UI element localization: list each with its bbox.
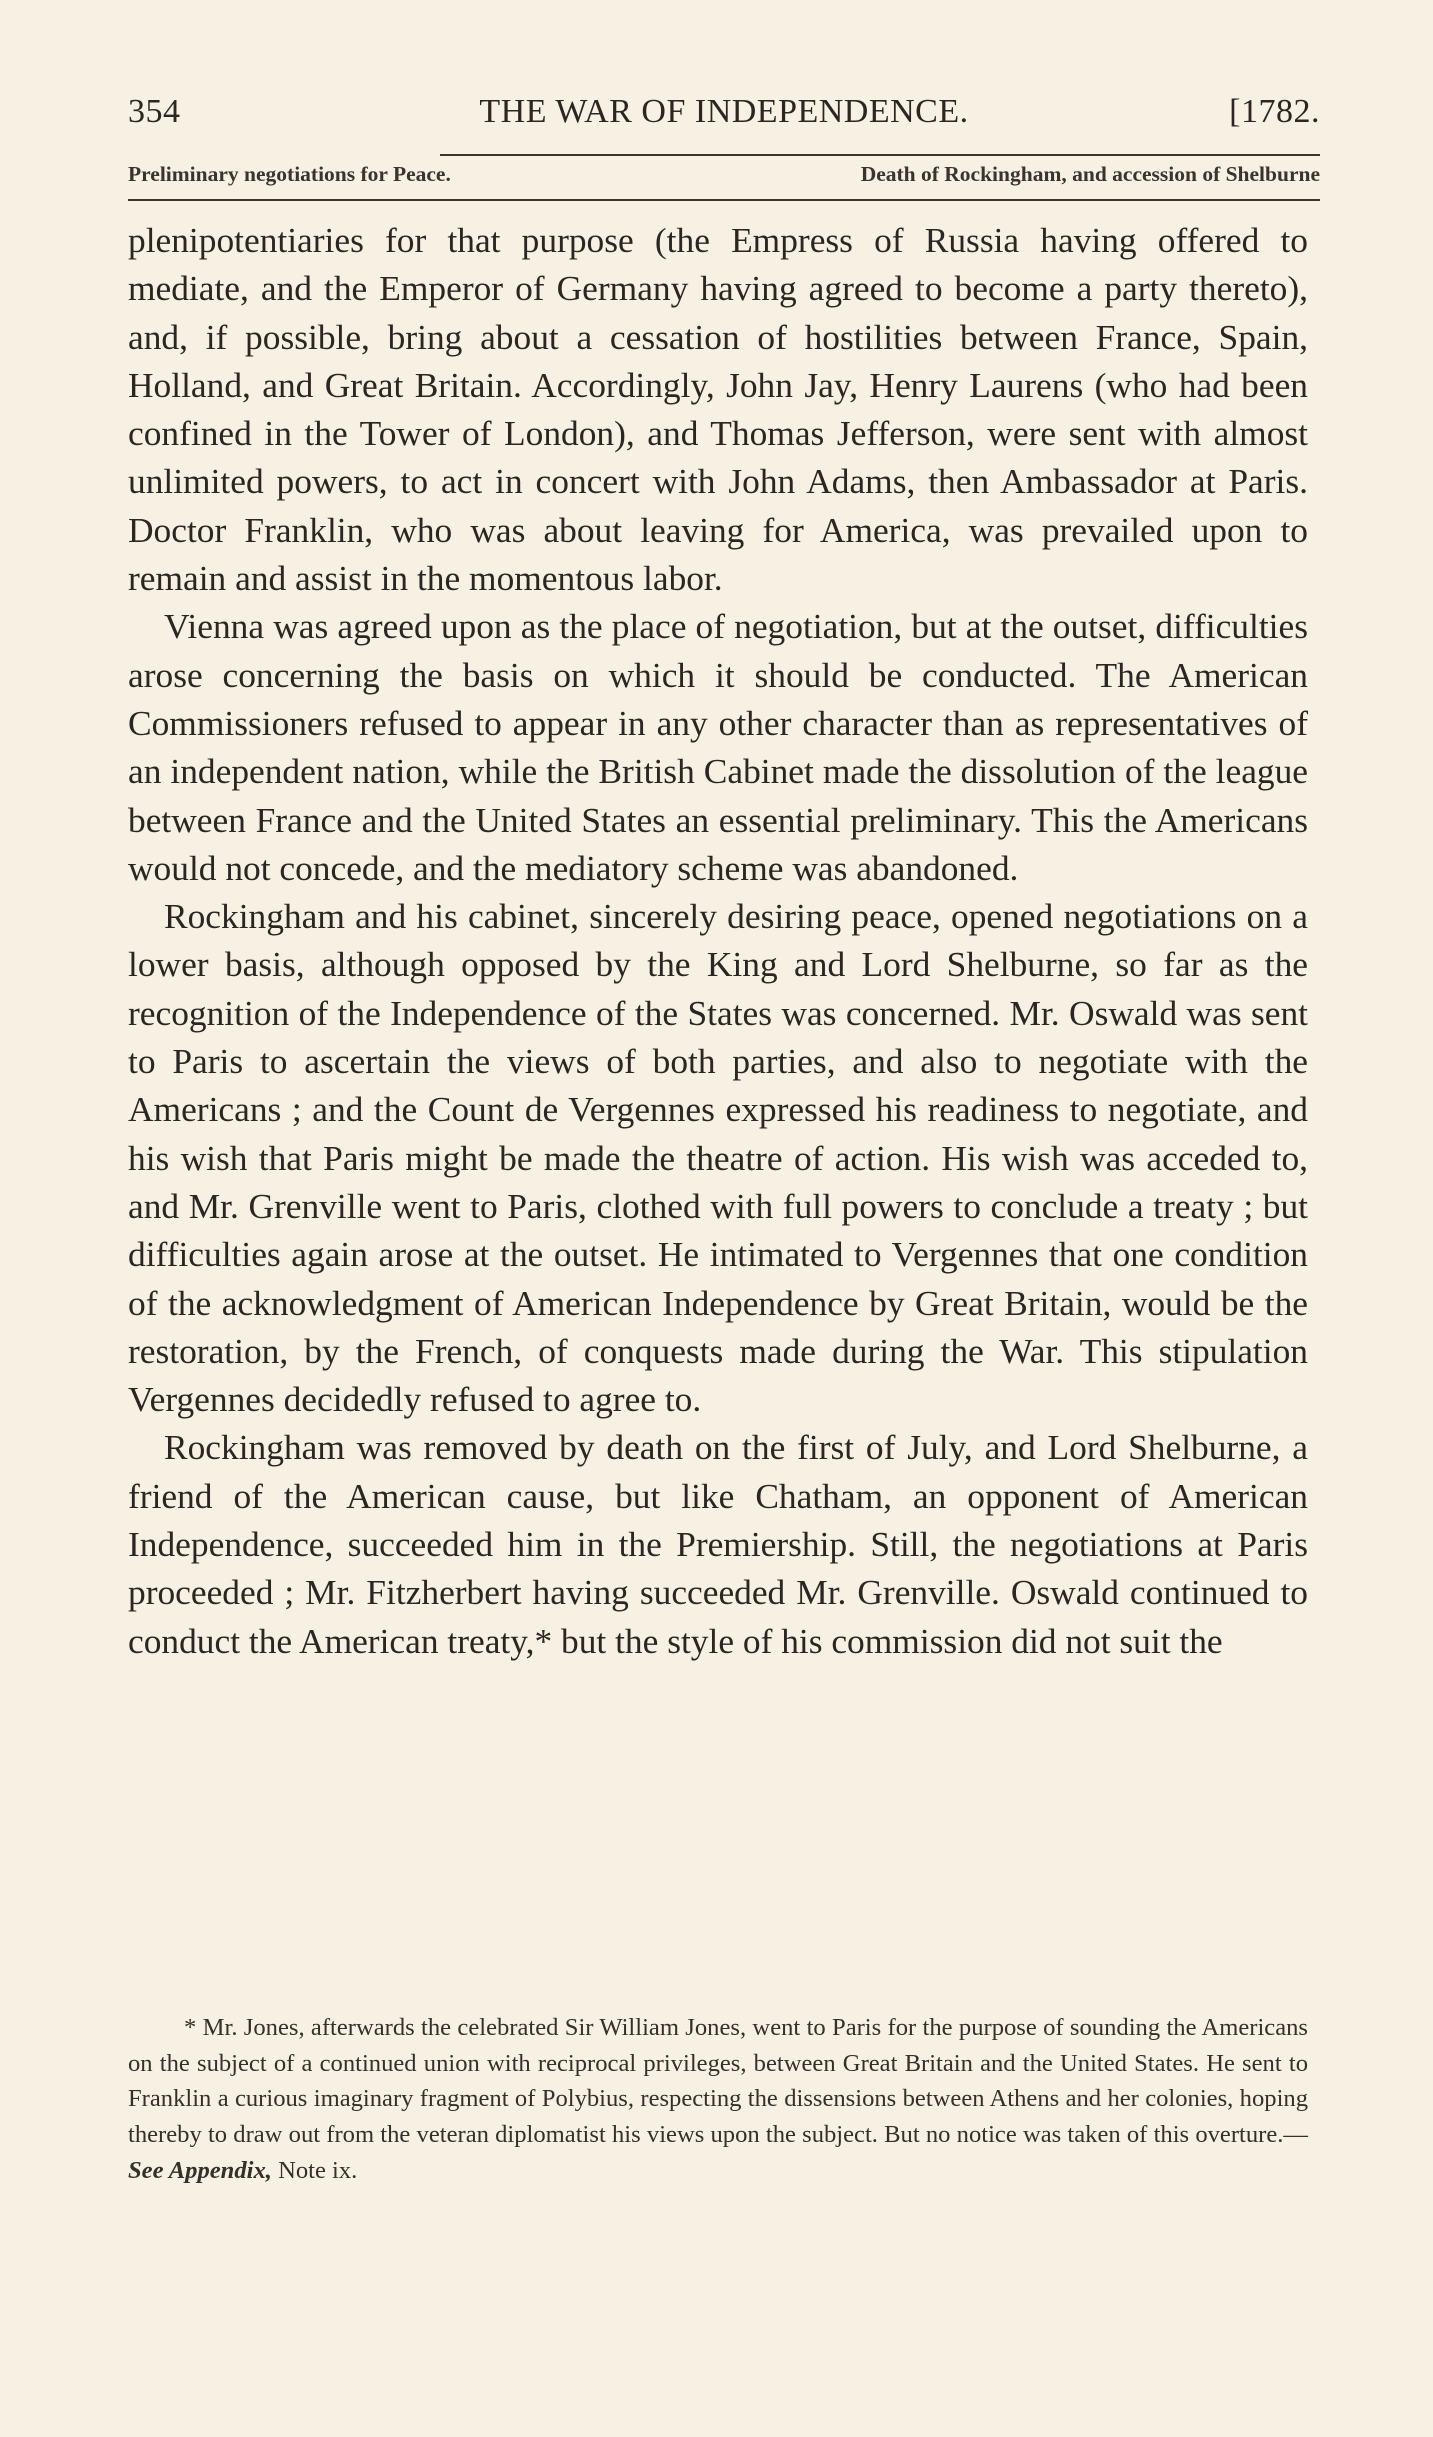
running-head <box>128 93 1320 141</box>
section-subhead <box>128 162 1320 192</box>
subhead-right: Death of Rockingham, and accession of Shelburne <box>860 162 1320 186</box>
header-rule-bottom <box>128 199 1320 201</box>
header-rule-top <box>440 154 1320 156</box>
footnote <box>128 2010 1308 2189</box>
page-number: 354 <box>128 93 181 130</box>
see-appendix-label: See Appendix, <box>128 2156 272 2184</box>
year-marker: [1782. <box>1229 93 1320 130</box>
footnote-text: * Mr. Jones, afterwards the celebrated Sir William Jones, went to Paris for the purpose of sounding the Americans on the subject of a continued union with reciprocal privileges, between Great Britain and the United States. He sent to Franklin a curious imaginary fragment of Polybius, respecting the dissensions between Athens and her colonies, hoping thereby to draw out from the veteran diplomatist his views upon the subject. But no notice was taken of this overture.— <box>128 2014 1308 2149</box>
note-reference: Note ix. <box>271 2156 358 2184</box>
paragraph-3: Rockingham and his cabinet, sincerely desiring peace, opened negotiations on a lower basis, although opposed by the King and Lord Shelburne, so far as the recognition of the Independence of the States was concerned. Mr. Oswald was sent to Paris to ascertain the views of both parties, and also to negotiate with the Americans ; and the Count de Vergennes expressed his readiness to negotiate, and his wish that Paris might be made the theatre of action. His wish was acceded to, and Mr. Grenville went to Paris, clothed with full powers to conclude a treaty ; but difficulties again arose at the outset. He intimated to Vergennes that one condition of the acknowledgment of American Independence by Great Britain, would be the restoration, by the French, of conquests made during the War. This stipulation Vergennes decidedly refused to agree to. <box>128 896 1308 1420</box>
body-text <box>128 216 1308 1665</box>
paragraph-2: Vienna was agreed upon as the place of negotiation, but at the outset, difficulties arose concerning the basis on which it should be conducted. The American Commissioners refused to appear in any other character than as representatives of an independent nation, while the British Cabinet made the dissolution of the league between France and the United States an essential preliminary. This the Americans would not concede, and the mediatory scheme was abandoned. <box>128 606 1308 888</box>
subhead-left: Preliminary negotiations for Peace. <box>128 162 451 186</box>
paragraph-1: plenipotentiaries for that purpose (the Empress of Russia having offered to mediate, and the Emperor of Germany having agreed to become a party thereto), and, if possible, bring about a cessation of hostilities between France, Spain, Holland, and Great Britain. Accordingly, John Jay, Henry Laurens (who had been confined in the Tower of London), and Thomas Jefferson, were sent with almost unlimited powers, to act in concert with John Adams, then Ambassador at Paris. Doctor Franklin, who was about leaving for America, was prevailed upon to remain and assist in the momentous labor. <box>128 220 1308 599</box>
chapter-title: THE WAR OF INDEPENDENCE. <box>479 93 969 130</box>
footnote-paragraph <box>128 2010 1308 2189</box>
paragraph-4: Rockingham was removed by death on the first of July, and Lord Shelburne, a friend of the American cause, but like Chatham, an opponent of American Independence, succeeded him in the Premiership. Still, the negotiations at Paris proceeded ; Mr. Fitzherbert having succeeded Mr. Grenville. Oswald continued to conduct the American treaty,* but the style of his commission did not suit the <box>128 1427 1308 1661</box>
